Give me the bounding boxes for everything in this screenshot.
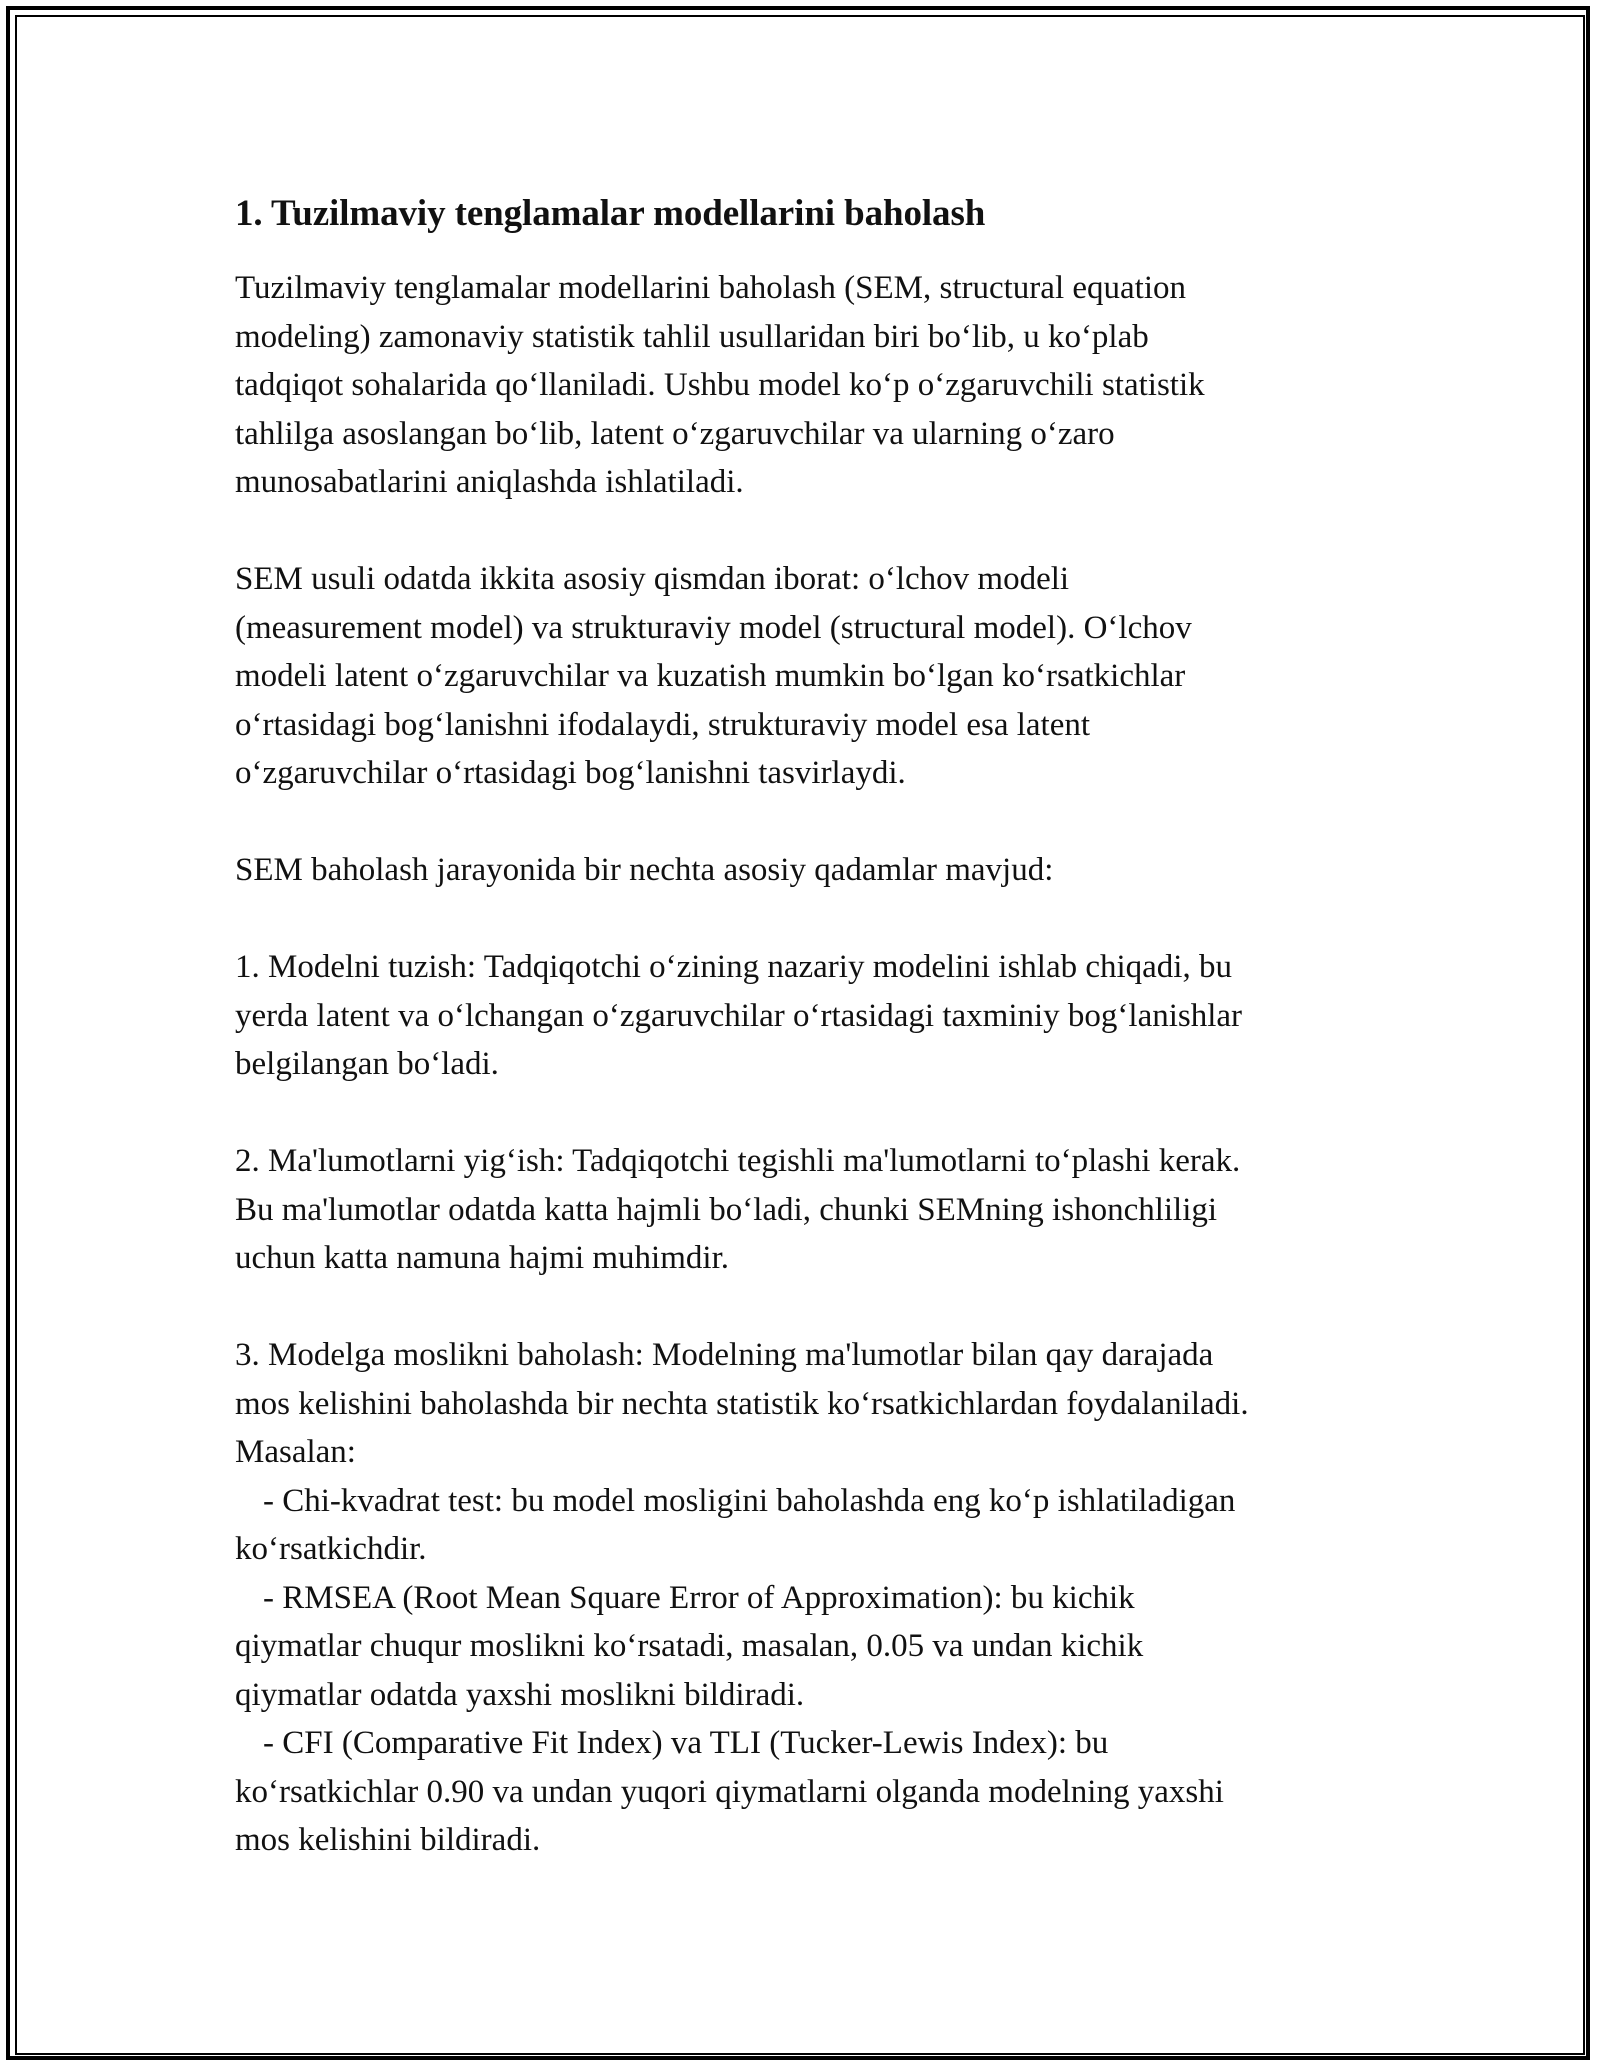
section-title: 1. Tuzilmaviy tenglamalar modellarini baholash — [235, 193, 986, 234]
text-line: SEM usuli odatda ikkita asosiy qismdan iborat: o‘lchov modeli — [235, 561, 1070, 597]
list-item-cfi-tli: - CFI (Comparative Fit Index) va TLI (Tucker-Lewis Index): bu — [263, 1725, 1109, 1761]
text-line: 3. Modelga moslikni baholash: Modelning ma'lumotlar bilan qay darajada — [235, 1337, 1214, 1373]
text-line: munosabatlarini aniqlashda ishlatiladi. — [235, 464, 744, 500]
text-line: o‘rtasidagi bog‘lanishni ifodalaydi, strukturaviy model esa latent — [235, 706, 1091, 743]
text-line: SEM baholash jarayonida bir nechta asosiy qadamlar mavjud: — [235, 852, 1054, 888]
text-line: Tuzilmaviy tenglamalar modellarini baholash (SEM, structural equation — [235, 270, 1186, 306]
text-line: tadqiqot sohalarida qo‘llaniladi. Ushbu model ko‘p o‘zgaruvchili statistik — [235, 367, 1205, 403]
paragraph-intro — [235, 264, 1385, 507]
list-item-chi-square: - Chi-kvadrat test: bu model mosligini baholashda eng ko‘p ishlatiladigan — [263, 1482, 1236, 1519]
text-line: qiymatlar odatda yaxshi moslikni bildiradi. — [235, 1676, 805, 1713]
text-line: yerda latent va o‘lchangan o‘zgaruvchilar o‘rtasidagi taxminiy bog‘lanishlar — [235, 997, 1243, 1034]
step-2-paragraph — [235, 1137, 1385, 1283]
text-line: modeli latent o‘zgaruvchilar va kuzatish mumkin bo‘lgan ko‘rsatkichlar — [235, 658, 1186, 694]
text-line: mos kelishini bildiradi. — [235, 1822, 541, 1858]
step-1-paragraph — [235, 943, 1385, 1089]
text-line: ko‘rsatkichlar 0.90 va undan yuqori qiymatlarni olganda modelning yaxshi — [235, 1773, 1224, 1810]
list-item-rmsea: - RMSEA (Root Mean Square Error of Approximation): bu kichik — [263, 1579, 1135, 1616]
text-line: Bu ma'lumotlar odatda katta hajmli bo‘ladi, chunki SEMning ishonchliligi — [235, 1191, 1218, 1228]
paragraph-steps-intro — [235, 846, 1385, 895]
document-body — [235, 186, 1385, 1865]
text-line: modeling) zamonaviy statistik tahlil usullaridan biri bo‘lib, u ko‘plab — [235, 318, 1149, 355]
text-line: Masalan: — [235, 1434, 356, 1470]
text-line: o‘zgaruvchilar o‘rtasidagi bog‘lanishni tasvirlaydi. — [235, 755, 906, 791]
text-line: qiymatlar chuqur moslikni ko‘rsatadi, masalan, 0.05 va undan kichik — [235, 1628, 1144, 1664]
text-line: (measurement model) va strukturaviy model (structural model). O‘lchov — [235, 609, 1192, 646]
step-3-paragraph — [235, 1331, 1385, 1865]
text-line: mos kelishini baholashda bir nechta statistik ko‘rsatkichlardan foydalaniladi. — [235, 1385, 1249, 1422]
text-line: tahlilga asoslangan bo‘lib, latent o‘zgaruvchilar va ularning o‘zaro — [235, 415, 1115, 452]
paragraph-parts — [235, 555, 1385, 798]
text-line: belgilangan bo‘ladi. — [235, 1046, 499, 1082]
text-line: uchun katta namuna hajmi muhimdir. — [235, 1240, 729, 1276]
text-line: ko‘rsatkichdir. — [235, 1531, 427, 1567]
text-line: 1. Modelni tuzish: Tadqiqotchi o‘zining nazariy modelini ishlab chiqadi, bu — [235, 949, 1232, 985]
text-line: 2. Ma'lumotlarni yig‘ish: Tadqiqotchi tegishli ma'lumotlarni to‘plashi kerak. — [235, 1143, 1241, 1179]
